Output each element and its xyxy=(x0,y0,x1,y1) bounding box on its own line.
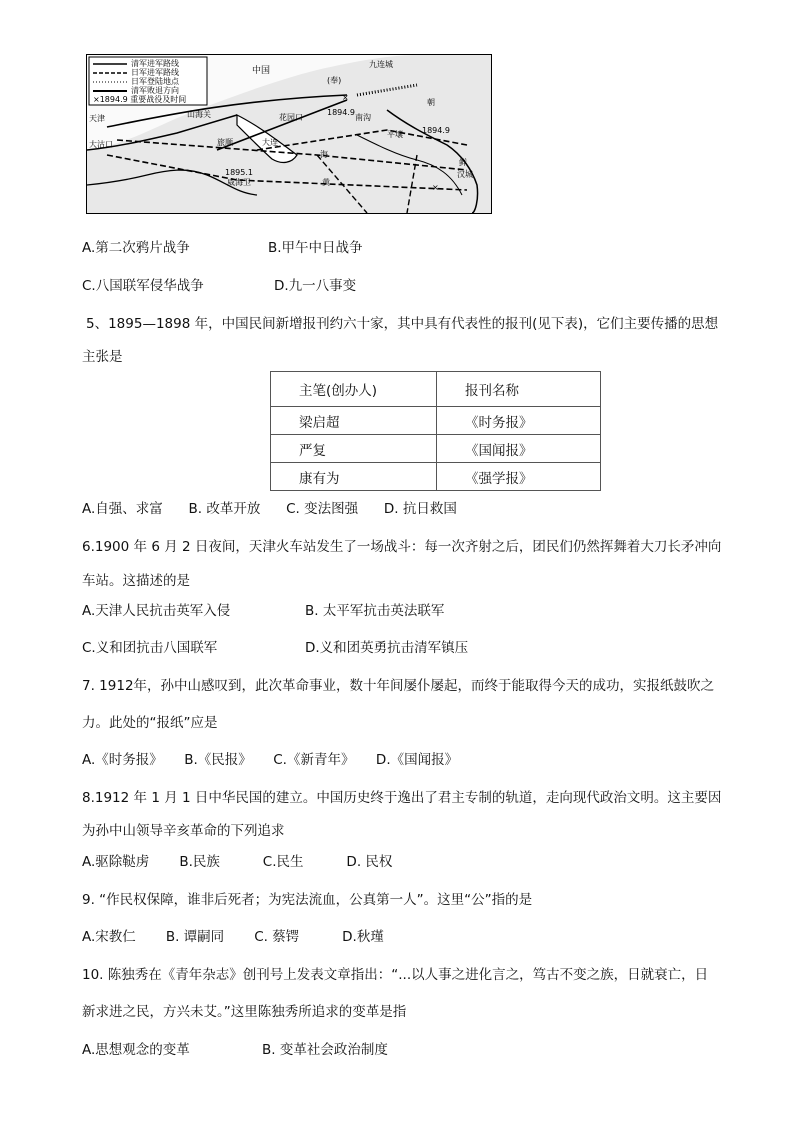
q10-option-b: B. 变革社会政治制度 xyxy=(262,1042,388,1058)
q5-newspaper-table xyxy=(270,371,601,491)
q7-stem-line1: 7. 1912年，孙中山感叹到，此次革命事业，数十年间屡仆屡起，而终于能取得今天的成功，实报纸鼓吹之 xyxy=(82,678,715,694)
table-cell: 严复 xyxy=(271,435,437,463)
map-label-huayuankou: 花园口 xyxy=(279,113,303,122)
q7-stem-line2: 力。此处的“报纸”应是 xyxy=(82,715,218,731)
q4-option-c: C.八国联军侵华战争 xyxy=(82,278,204,294)
map-label-china: 中国 xyxy=(252,66,271,76)
q4-option-b: B.甲午中日战争 xyxy=(268,240,363,256)
table-row xyxy=(271,407,601,435)
map-label-chosen: 朝 xyxy=(427,98,435,107)
table-cell: 梁启超 xyxy=(271,407,437,435)
map-label-pingrang: 平壤 xyxy=(387,130,403,139)
q6-stem-line2: 车站。这描述的是 xyxy=(82,573,190,589)
q6-stem-line1: 6.1900 年 6 月 2 日夜间，天津火车站发生了一场战斗：每一次齐射之后，团民们仍然挥舞着大刀长矛冲向 xyxy=(82,539,722,555)
table-header-cell: 报刊名称 xyxy=(437,372,601,407)
q4-option-a: A.第二次鸦片战争 xyxy=(82,240,190,256)
table-cell: 《国闻报》 xyxy=(437,435,601,463)
map-label-dagukou: 大沽口 xyxy=(89,140,113,149)
battle-mark: × xyxy=(432,183,439,192)
map-label-tianjin: 天津 xyxy=(89,114,105,123)
map-label-xian: 鲜 xyxy=(459,158,467,167)
q10-stem-line1: 10. 陈独秀在《青年杂志》创刊号上发表文章指出：“...以人事之进化言之，笃古不变之族，日就衰亡，日 xyxy=(82,967,709,983)
battle-mark-2: × xyxy=(342,93,349,102)
q10-stem-line2: 新求进之民，方兴未艾。”这里陈独秀所追求的变革是指 xyxy=(82,1004,407,1020)
table-cell: 《强学报》 xyxy=(437,463,601,491)
q6-option-c: C.义和团抗击八国联军 xyxy=(82,640,218,656)
map-label-shanhaiguan: 山海关 xyxy=(187,110,211,119)
map-label-weihaiwei: 威海卫 xyxy=(227,178,251,187)
map-label-hancheng: 汉城 xyxy=(457,170,473,179)
legend-text-3: 日军登陆地点 xyxy=(131,77,179,86)
map-label-feng: (奉) xyxy=(327,76,342,85)
table-header-cell: 主笔(创办人) xyxy=(271,372,437,407)
q8-options: A.驱除鞑虏 B.民族 C.民生 D. 民权 xyxy=(82,854,393,870)
legend-text-4: 清军败退方向 xyxy=(131,86,179,95)
q7-options: A.《时务报》 B.《民报》 C.《新青年》 D.《国闻报》 xyxy=(82,752,459,768)
q9-stem: 9. “作民权保障，谁非后死者；为宪法流血，公真第一人”。这里“公”指的是 xyxy=(82,892,533,908)
map-label-date2: 1894.9 xyxy=(422,126,450,135)
q6-option-a: A.天津人民抗击英军入侵 xyxy=(82,603,231,619)
map-label-sea-huang: 黄 xyxy=(322,178,330,187)
map-label-date1: 1894.9 xyxy=(327,108,355,117)
q8-stem-line2: 为孙中山领导辛亥革命的下列追求 xyxy=(82,823,285,839)
map-label-dalian: 大连 xyxy=(262,138,278,147)
q8-stem-line1: 8.1912 年 1 月 1 日中华民国的建立。中国历史终于逸出了君主专制的轨道，走向现代政治文明。这主要因 xyxy=(82,790,722,806)
map-label-jiuliancheng: 九连城 xyxy=(369,60,393,69)
war-map-figure xyxy=(86,54,492,214)
legend-text-1: 清军进军路线 xyxy=(131,59,179,68)
map-label-date3: 1895.1 xyxy=(225,168,253,177)
q5-stem-line2: 主张是 xyxy=(82,349,123,365)
q5-stem-line1: 5、1895—1898 年，中国民间新增报刊约六十家，其中具有代表性的报刊(见下表)，它们主要传播的思想 xyxy=(86,316,719,332)
table-cell: 康有为 xyxy=(271,463,437,491)
q5-options: A.自强、求富 B. 改革开放 C. 变法图强 D. 抗日救国 xyxy=(82,501,457,517)
war-map-svg xyxy=(87,55,491,213)
q4-option-d: D.九一八事变 xyxy=(274,278,357,294)
map-label-nanjiang: 南沟 xyxy=(355,113,371,122)
q9-options: A.宋教仁 B. 谭嗣同 C. 蔡锷 D.秋瑾 xyxy=(82,929,384,945)
legend-text-2: 日军进军路线 xyxy=(131,68,179,77)
map-label-sea-hai: 海 xyxy=(320,150,328,159)
table-cell: 《时务报》 xyxy=(437,407,601,435)
map-label-lvshun: 旅顺 xyxy=(217,138,233,147)
table-row xyxy=(271,463,601,491)
table-header-row xyxy=(271,372,601,407)
table-row xyxy=(271,435,601,463)
q6-option-d: D.义和团英勇抗击清军镇压 xyxy=(305,640,469,656)
q6-option-b: B. 太平军抗击英法联军 xyxy=(305,603,445,619)
legend-text-5: ×1894.9 重要战役及时间 xyxy=(93,95,187,104)
q10-option-a: A.思想观念的变革 xyxy=(82,1042,190,1058)
